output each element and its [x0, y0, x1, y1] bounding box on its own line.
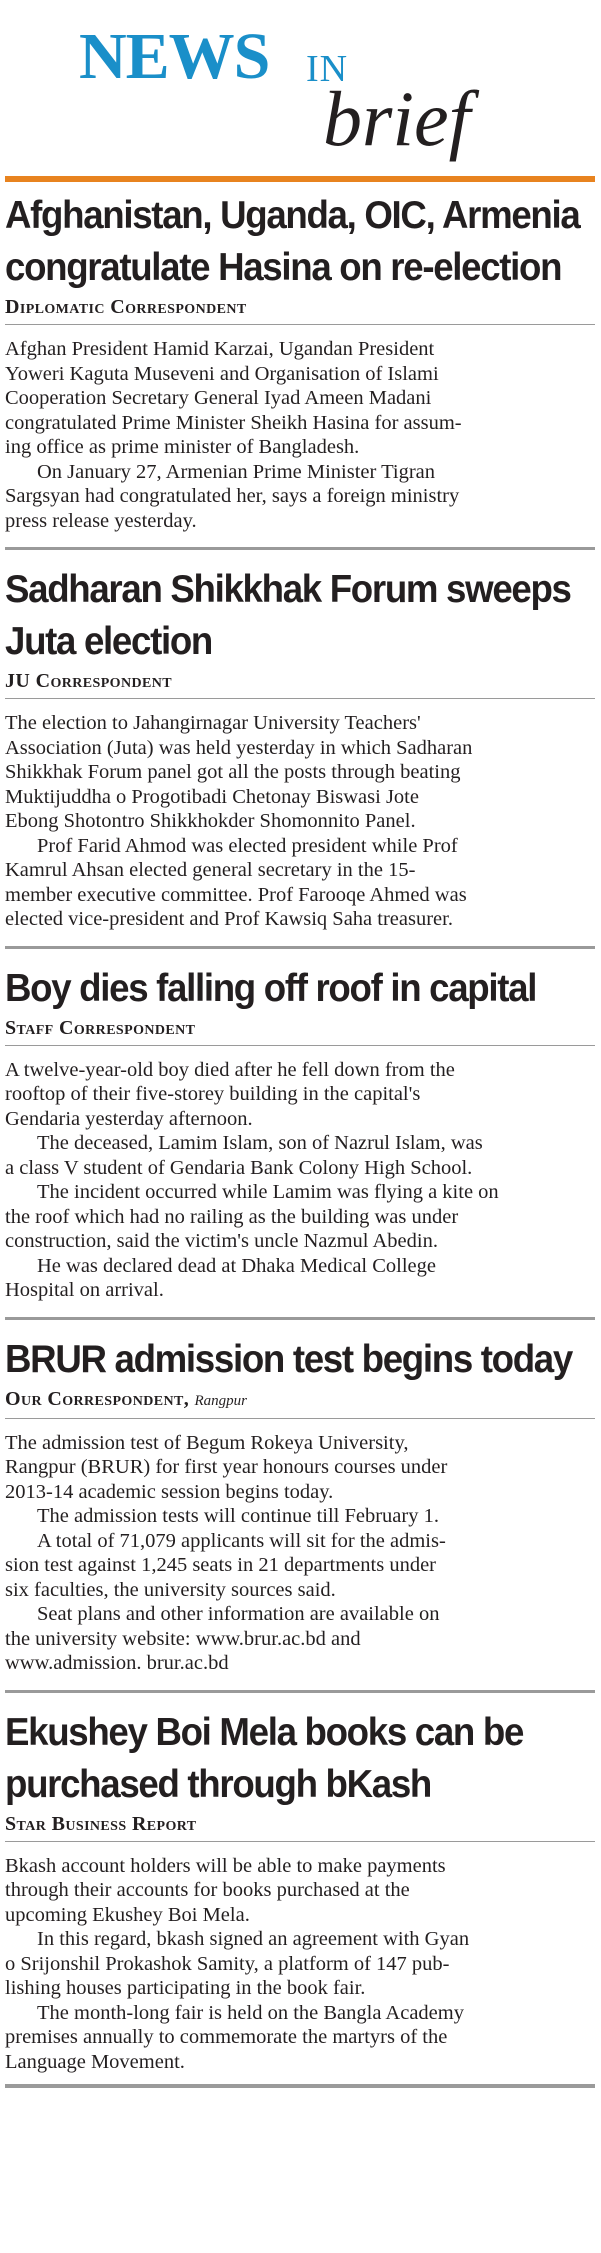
text-line: elected vice-president and Prof Kawsiq Saha treasurer. [5, 908, 453, 930]
masthead-brief: brief [323, 75, 471, 162]
text-line: Language Movement. [5, 2050, 185, 2073]
byline-text: Our Correspondent, [5, 1387, 190, 1410]
story-headline [5, 564, 571, 668]
text-line: The election to Jahangirnagar University Teachers' [5, 712, 421, 734]
story-paragraph [5, 1504, 595, 1529]
text-line: congratulated Prime Minister Sheikh Hasina for assum- [5, 411, 462, 434]
text-line: o Srijonshil Prokashok Samity, a platform of 147 pub- [5, 1952, 450, 1975]
story-paragraph [5, 1254, 595, 1303]
headline-line: BRUR admission test begins today [5, 1337, 572, 1381]
text-line: premises annually to commemorate the martyrs of the [5, 2026, 448, 2048]
text-line: Muktijuddha o Progotibadi Chetonay Biswasi Jote [5, 785, 419, 808]
story-afghanistan-congratulate [5, 190, 595, 533]
text-line: ing office as prime minister of Bangladesh. [5, 436, 360, 458]
text-line: Ebong Shotontro Shikkhokder Shomonnito Panel. [5, 810, 416, 832]
byline-text: Diplomatic Correspondent [5, 296, 247, 318]
text-line: Afghan President Hamid Karzai, Ugandan President [5, 338, 435, 360]
story-headline [5, 1707, 560, 1811]
story-headline [5, 190, 580, 294]
story-paragraph [5, 1927, 595, 2001]
masthead-in: IN [306, 48, 349, 90]
text-line: The incident occurred while Lamim was flying a kite on [37, 1181, 499, 1203]
headline-line: Afghanistan, Uganda, OIC, Armenia [5, 194, 580, 237]
text-line: Bkash account holders will be able to make payments [5, 1854, 446, 1877]
text-line: The admission test of Begum Rokeya University, [5, 1431, 409, 1454]
headline-line: congratulate Hasina on re-election [5, 246, 562, 289]
text-line: A total of 71,079 applicants will sit for the admis- [37, 1529, 446, 1552]
text-line: Sargsyan had congratulated her, says a foreign ministry [5, 485, 460, 507]
story-paragraph [5, 1058, 595, 1132]
text-line: Rangpur (BRUR) for first year honours courses under [5, 1456, 448, 1478]
text-line: construction, said the victim's uncle Nazmul Abedin. [5, 1230, 438, 1252]
text-line: The month-long fair is held on the Bangla Academy [37, 2001, 464, 2024]
text-line: He was declared dead at Dhaka Medical College [37, 1254, 436, 1277]
story-paragraph [5, 1529, 595, 1603]
text-line: the university website: www.brur.ac.bd and [5, 1627, 361, 1650]
byline-rule [5, 324, 595, 325]
byline-text: Staff Correspondent [5, 1016, 196, 1039]
story-paragraph [5, 1180, 595, 1254]
text-line: sion test against 1,245 seats in 21 departments under [5, 1554, 436, 1576]
byline-text: Star Business Report [5, 1812, 197, 1835]
story-boi-mela-bkash [5, 1707, 595, 2075]
text-line: lishing houses participating in the book fair. [5, 1977, 366, 1999]
story-boy-dies [5, 963, 595, 1303]
headline-line: purchased through bKash [5, 1762, 431, 1806]
story-byline [5, 668, 595, 694]
text-line: a class V student of Gendaria Bank Colony High School. [5, 1156, 473, 1179]
story-divider [5, 547, 595, 550]
story-byline [5, 1015, 595, 1041]
story-paragraph [5, 834, 595, 932]
story-paragraph [5, 2001, 595, 2075]
text-line: press release yesterday. [5, 509, 197, 532]
masthead [5, 0, 595, 170]
story-brur-admission [5, 1334, 595, 1676]
text-line: rooftop of their five-storey building in the capital's [5, 1083, 421, 1105]
text-line: the roof which had no railing as the building was under [5, 1205, 459, 1228]
text-line: Shikkhak Forum panel got all the posts through beating [5, 761, 461, 783]
text-line: Hospital on arrival. [5, 1279, 164, 1301]
story-paragraph [5, 1431, 595, 1505]
bottom-rule [5, 2084, 595, 2088]
text-line: Prof Farid Ahmod was elected president while Prof [37, 834, 458, 857]
text-line: Kamrul Ahsan elected general secretary in the 15- [5, 859, 416, 881]
story-headline [5, 963, 560, 1015]
headline-line: Boy dies falling off roof in capital [5, 966, 537, 1010]
text-line: Association (Juta) was held yesterday in which Sadharan [5, 736, 473, 759]
text-line: www.admission. brur.ac.bd [5, 1652, 229, 1674]
text-line: member executive committee. Prof Farooqe Ahmed was [5, 883, 467, 906]
story-byline [5, 1386, 595, 1414]
headline-line: Ekushey Boi Mela books can be [5, 1710, 524, 1754]
story-byline [5, 1811, 595, 1837]
story-divider [5, 1690, 595, 1693]
story-divider [5, 1317, 595, 1320]
text-line: Yoweri Kaguta Museveni and Organisation of Islami [5, 362, 439, 385]
text-line: upcoming Ekushey Boi Mela. [5, 1903, 250, 1926]
byline-location: Rangpur [194, 1392, 248, 1409]
text-line: 2013-14 academic session begins today. [5, 1480, 334, 1503]
story-paragraph [5, 337, 595, 460]
story-paragraph [5, 1854, 595, 1928]
headline-line: Sadharan Shikkhak Forum sweeps [5, 568, 571, 611]
text-line: six faculties, the university sources said. [5, 1578, 336, 1601]
headline-line: Juta election [5, 620, 212, 663]
text-line: Seat plans and other information are available on [37, 1603, 440, 1625]
text-line: A twelve-year-old boy died after he fell down from the [5, 1058, 455, 1081]
story-headline [5, 1334, 572, 1386]
byline-rule [5, 1418, 595, 1419]
byline-rule [5, 1841, 595, 1842]
masthead-news: NEWS [79, 20, 270, 93]
byline-text: JU Correspondent [5, 670, 172, 692]
byline-rule [5, 1045, 595, 1046]
text-line: Gendaria yesterday afternoon. [5, 1107, 253, 1130]
story-paragraph [5, 711, 595, 834]
story-paragraph [5, 1131, 595, 1180]
story-paragraph [5, 460, 595, 534]
story-divider [5, 946, 595, 949]
text-line: The admission tests will continue till February 1. [37, 1505, 439, 1527]
story-juta-election [5, 564, 595, 932]
story-paragraph [5, 1602, 595, 1676]
story-byline [5, 294, 595, 320]
text-line: Cooperation Secretary General Iyad Ameen Madani [5, 387, 432, 409]
masthead-rule [5, 176, 595, 182]
text-line: through their accounts for books purchased at the [5, 1879, 410, 1901]
text-line: The deceased, Lamim Islam, son of Nazrul Islam, was [37, 1132, 483, 1154]
byline-rule [5, 698, 595, 699]
text-line: In this regard, bkash signed an agreement with Gyan [37, 1928, 470, 1950]
text-line: On January 27, Armenian Prime Minister Tigran [37, 460, 436, 483]
